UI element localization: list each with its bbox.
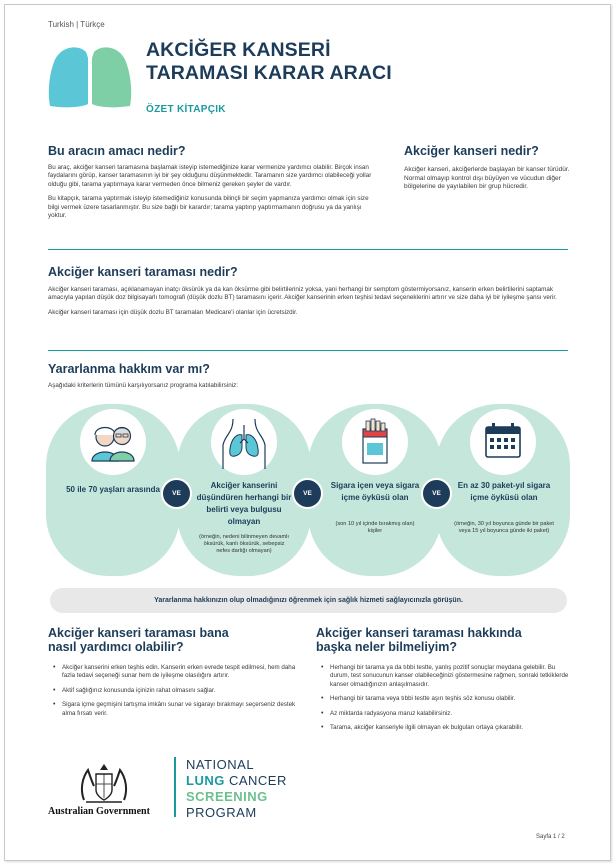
coat-of-arms-icon	[76, 760, 132, 804]
list-item: • Akciğer kanserini erken teşhis edin. Kanserin erken evrede tespit edilmesi, hem daha fazla tedavi seçeneği sunar hem de iyileşme olasılığını artırır.	[62, 664, 298, 681]
list-item: • Herhangi bir tarama ya da tıbbi testte, yanlış pozitif sonuçlar meydana gelebilir. Bu durum, test sonucunun kanser olabileceğinizi göstermesine rağmen, sonraki tetkiklerde kanser olmadığınızın anlaşılmasıdır.	[330, 664, 572, 689]
criteria-row	[46, 404, 570, 576]
criterion-3-icon-circle	[342, 409, 408, 475]
eligibility-banner: Yararlanma hakkınızın olup olmadığınızı öğrenmek için sağlık hizmeti sağlayıcınızla görüşün.	[50, 588, 567, 613]
eligibility-intro: Aşağıdaki kriterlerin tümünü karşılıyorsanız programa katılabilirsiniz:	[48, 382, 239, 389]
criterion-3-text: Sigara içen veya sigara içme öyküsü olan	[330, 481, 420, 502]
else-list	[316, 664, 572, 732]
criterion-4-note: (örneğin, 30 yıl boyunca günde bir paket veya 15 yıl boyunca günde iki paket)	[454, 521, 554, 534]
and-connector: VE	[292, 478, 323, 509]
criterion-1-text: 50 ile 70 yaşları arasında	[66, 485, 160, 494]
ncsp-logo-text: NATIONAL LUNG CANCER SCREENING PROGRAM	[186, 757, 287, 820]
helps-section	[48, 626, 298, 724]
list-item: • Az miktarda radyasyona maruz kalabilirsiniz.	[330, 710, 572, 718]
eligibility-heading: Yararlanma hakkım var mı?	[48, 362, 210, 376]
lungs-body-icon	[211, 409, 277, 475]
screening-paragraph-1: Akciğer kanseri taraması, açıklanamayan inatçı öksürük ya da kan öksürme gibi belirtileriniz yoksa, yani herhangi bir semptom göstermiyorsanız, kanserin erken belirtilerini saptamak amacıyla yapılan düşük doz bilgisayarlı tomografi (düşük dozlu BT) taramasını içerir. Akciğer kanserinin erken teşhisi tedavi seçeneklerini artırır ve size daha iyi bir iyileşme şansı verir.	[48, 286, 557, 302]
elderly-couple-icon	[80, 409, 146, 475]
cigarette-pack-icon	[342, 409, 408, 475]
helps-list	[48, 664, 298, 718]
criterion-1-icon-circle	[80, 409, 146, 475]
criterion-2-icon-circle	[211, 409, 277, 475]
else-section	[316, 626, 572, 738]
criterion-4-text: En az 30 paket-yıl sigara içme öyküsü olan	[457, 481, 551, 502]
else-heading: Akciğer kanseri taraması hakkında başka neler bilmeliyim?	[316, 626, 522, 654]
purpose-heading: Bu aracın amacı nedir?	[48, 144, 186, 158]
list-item: • Tarama, akciğer kanseriyle ilgili olmayan ek bulguları ortaya çıkarabilir.	[330, 724, 572, 732]
criterion-2-note: (örneğin, nedeni bilinmeyen devamlı öksürük, kanlı öksürük, sebepsiz nefes darlığı olmayan)	[199, 534, 289, 554]
criterion-4-icon-circle	[470, 409, 536, 475]
purpose-paragraph-2: Bu kitapçık, tarama yaptırmak isteyip istemediğiniz konusunda bilinçli bir seçim yapmanıza yardımcı olmak için size bilgi vermek üzere tasarlanmıştır. Bu size bağlı bir karardır; tarama yaptırıp yaptırmamanın doğrusu ya da yanlışı yoktur.	[48, 195, 369, 220]
screening-heading: Akciğer kanseri taraması nedir?	[48, 265, 238, 279]
language-label: Turkish | Türkçe	[48, 20, 105, 29]
australian-government-label: Australian Government	[48, 806, 150, 817]
criterion-3-note: (son 10 yıl içinde bırakmış olan) kişiler	[335, 521, 415, 534]
list-item: • Aktif sağlığınız konusunda içinizin rahat olmasını sağlar.	[62, 687, 298, 695]
logo-divider	[174, 757, 176, 817]
list-item: • Herhangi bir tarama veya tıbbi testte aşırı teşhis söz konusu olabilir.	[330, 695, 572, 703]
purpose-paragraph-1: Bu araç, akciğer kanseri taramasına başlamak isteyip istemediğinize karar vermenize yardımcı olabilir. Birçok insan faydalarını görüp, kanser taramasının iyi bir şey olduğunu düşünmektedir. Taramanın size yardımcı olabileceği yollar olduğu gibi, tarama yaptırmaya karar vermeden önce bilmeniz gereken şeyler de vardır.	[48, 164, 372, 188]
criterion-2-text: Akciğer kanserini düşündüren herhangi bir belirti veya bulgusu olmayan	[196, 481, 292, 526]
page-number: Sayfa 1 / 2	[536, 834, 565, 840]
page-title: AKCİĞER KANSERİ TARAMASI KARAR ARACI	[146, 39, 392, 84]
section-divider	[48, 350, 568, 351]
and-connector: VE	[161, 478, 192, 509]
page-subtitle: ÖZET KİTAPÇIK	[146, 104, 226, 115]
screening-section	[48, 265, 568, 323]
helps-heading: Akciğer kanseri taraması bana nasıl yardımcı olabilir?	[48, 626, 229, 654]
section-divider	[48, 249, 568, 250]
list-item: • Sigara içme geçmişini tartışma imkânı sunar ve sigarayı bırakmayı seçerseniz destek alma fırsatı verir.	[62, 701, 298, 718]
eligibility-section	[48, 362, 568, 390]
what-is-cancer-section	[404, 144, 570, 192]
purpose-section	[48, 144, 378, 226]
lungs-logo-icon	[48, 44, 132, 110]
what-is-cancer-text: Akciğer kanseri, akciğerlerde başlayan bir kanser türüdür. Normal olmayıp kontrol dışı büyüyen ve vücudun diğer bölgelerine de yayılabilen bir grup hücredir.	[404, 166, 570, 191]
and-connector: VE	[421, 478, 452, 509]
what-is-cancer-heading: Akciğer kanseri nedir?	[404, 144, 539, 158]
calendar-icon	[470, 409, 536, 475]
screening-paragraph-2: Akciğer kanseri taraması için düşük dozlu BT taramaları Medicare'i olanlar için ücretsizdir.	[48, 308, 298, 316]
